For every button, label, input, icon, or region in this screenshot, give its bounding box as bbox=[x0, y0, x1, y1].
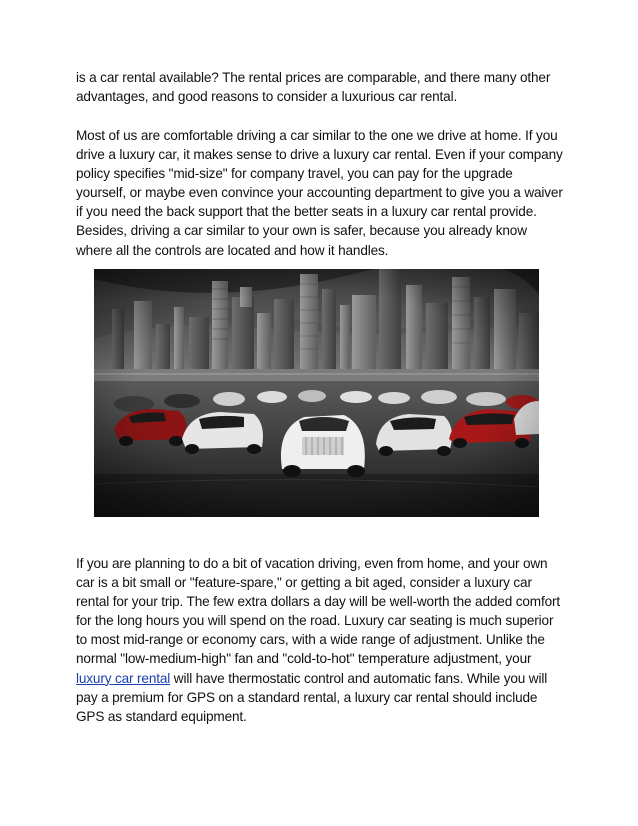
paragraph-3-text-after-link: will have thermostatic control and automatic fans. While you will pay a premium for GPS on a standard rental, a luxury car rental should include GPS as standard equipment. bbox=[76, 670, 548, 724]
luxury-cars-photo bbox=[94, 269, 539, 517]
paragraph-2: Most of us are comfortable driving a car similar to the one we drive at home. If you drive a luxury car, it makes sense to drive a luxury car rental. Even if your company policy specifies "mid-size" for company travel, you can pay for the upgrade yourself, or maybe even convince your accounting department to give you a waiver if you need the back support that the better seats in a luxury car rental provide. Besides, driving a car similar to your own is safer, because you already know where all the controls are located and how it handles. bbox=[76, 128, 563, 258]
luxury-car-rental-link[interactable]: luxury car rental bbox=[76, 670, 171, 686]
paragraph-3-text-before-link: If you are planning to do a bit of vacation driving, even from home, and your own car is a bit small or "feature-spare," or getting a bit aged, consider a luxury car rental for your trip. The few extra dollars a day will be well-worth the added comfort for the long hours you will spend on the road. Luxury car seating is much superior to most mid-range or economy cars, with a wide range of adjustment. Unlike the normal "low-medium-high" fan and "cold-to-hot" temperature adjustment, your bbox=[76, 556, 561, 667]
paragraph-1: is a car rental available? The rental prices are comparable, and there many other advantages, and good reasons to consider a luxurious car rental. bbox=[76, 70, 551, 105]
paragraph-3 bbox=[76, 554, 566, 726]
